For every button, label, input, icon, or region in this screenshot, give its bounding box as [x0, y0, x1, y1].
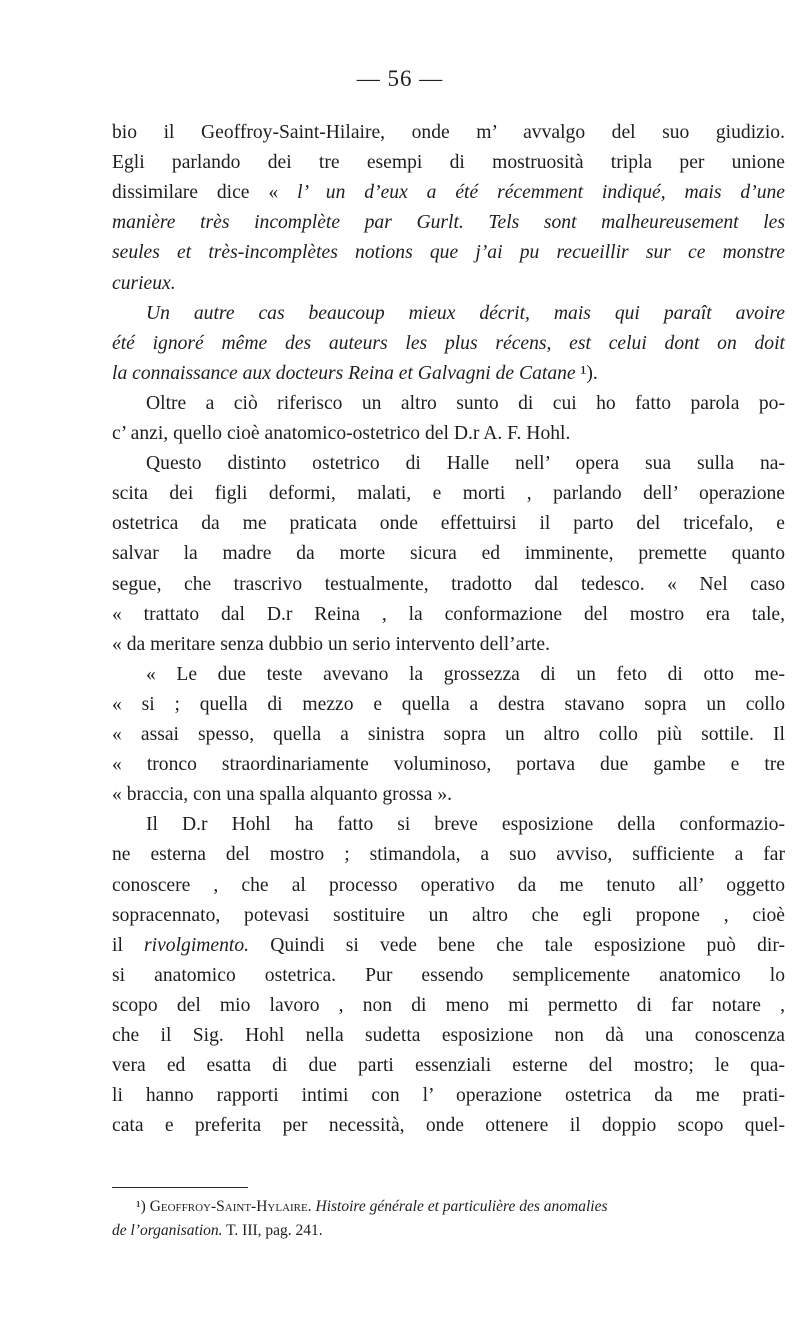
text-line — [146, 389, 785, 419]
line-prefix: il — [112, 935, 145, 956]
text-line — [112, 208, 785, 238]
text-line — [112, 419, 785, 449]
line-suffix: ¹). — [575, 363, 598, 384]
italic-text: Un autre cas beaucoup mieux décrit, mais qui paraît avoire — [146, 303, 785, 324]
line-text: « si ; quella di mezzo e quella a destra stavano sopra un collo — [112, 694, 785, 715]
text-line — [146, 660, 785, 690]
text-line — [112, 1111, 785, 1141]
footnote-title-cont: de l’organisation. — [112, 1222, 223, 1239]
line-text: scita dei figli deformi, malati, e morti , parlando dell’ operazione — [112, 483, 785, 504]
line-text: ne esterna del mostro ; stimandola, a suo avviso, sufficiente a far — [112, 844, 785, 865]
line-text: vera ed esatta di due parti essenziali esterne del mostro; le qua- — [112, 1055, 785, 1076]
text-line — [112, 178, 785, 208]
text-line — [146, 299, 785, 329]
text-line — [112, 359, 785, 389]
italic-text: été ignoré même des auteurs les plus récens, est celui dont on doit — [112, 333, 785, 354]
text-line — [112, 509, 785, 539]
footnote-line-2 — [112, 1220, 323, 1242]
line-text: « trattato dal D.r Reina , la conformazione del mostro era tale, — [112, 604, 785, 625]
line-text: conoscere , che al processo operativo da me tenuto all’ oggetto — [112, 875, 785, 896]
footnote-title: Histoire générale et particulière des anomalies — [315, 1198, 608, 1215]
italic-text: rivolgimento. — [144, 935, 250, 956]
line-suffix: Quindi si vede bene che tale esposizione può dir- — [249, 935, 785, 956]
text-line — [112, 901, 785, 931]
text-line — [112, 269, 785, 299]
line-text: c’ anzi, quello cioè anatomico-ostetrico del D.r A. F. Hohl. — [112, 423, 571, 444]
text-line — [112, 630, 785, 660]
text-line — [112, 118, 785, 148]
line-text: « da meritare senza dubbio un serio intervento dell’arte. — [112, 634, 550, 655]
footnote-marker: ¹) — [136, 1198, 146, 1215]
text-line — [112, 1021, 785, 1051]
line-text: sopracennato, potevasi sostituire un altro che egli propone , cioè — [112, 905, 785, 926]
line-text: Questo distinto ostetrico di Halle nell’ opera sua sulla na- — [146, 453, 785, 474]
line-text: Oltre a ciò riferisco un altro sunto di cui ho fatto parola po- — [146, 393, 785, 414]
line-text: che il Sig. Hohl nella sudetta esposizione non dà una conoscenza — [112, 1025, 785, 1046]
text-line — [112, 148, 785, 178]
text-line — [112, 720, 785, 750]
footnote-line-1 — [136, 1196, 688, 1218]
italic-text: curieux. — [112, 273, 176, 294]
text-line — [112, 329, 785, 359]
text-line — [112, 570, 785, 600]
line-text: Egli parlando dei tre esempi di mostruosità tripla per unione — [112, 152, 785, 173]
line-text: scopo del mio lavoro , non di meno mi permetto di far notare , — [112, 995, 785, 1016]
text-line — [112, 690, 785, 720]
line-text: « assai spesso, quella a sinistra sopra un altro collo più sottile. Il — [112, 724, 785, 745]
page-number: — 56 — — [356, 66, 444, 91]
text-line — [112, 600, 785, 630]
line-text: Il D.r Hohl ha fatto si breve esposizione della conformazio- — [146, 814, 785, 835]
text-line — [112, 780, 785, 810]
line-text: li hanno rapporti intimi con l’ operazione ostetrica da me prati- — [112, 1085, 785, 1106]
line-text: bio il Geoffroy-Saint-Hilaire, onde m’ avvalgo del suo giudizio. — [112, 122, 785, 143]
text-line — [112, 961, 785, 991]
line-text: salvar la madre da morte sicura ed imminente, premette quanto — [112, 543, 785, 564]
line-text: « braccia, con una spalla alquanto grossa ». — [112, 784, 453, 805]
text-line — [112, 991, 785, 1021]
text-line — [112, 238, 785, 268]
line-text: segue, che trascrivo testualmente, tradotto dal tedesco. « Nel caso — [112, 574, 785, 595]
line-text: « Le due teste avevano la grossezza di un feto di otto me- — [146, 664, 785, 685]
footnote-ref: T. III, pag. 241. — [222, 1222, 323, 1239]
text-line — [112, 479, 785, 509]
text-line — [112, 1051, 785, 1081]
line-prefix: dissimilare dice « — [112, 182, 298, 203]
footnote-author: Geoffroy-Saint-Hylaire. — [149, 1198, 312, 1215]
text-line — [112, 1081, 785, 1111]
text-line — [146, 810, 785, 840]
line-text: « tronco straordinariamente voluminoso, portava due gambe e tre — [112, 754, 785, 775]
footnote-rule — [112, 1187, 248, 1188]
italic-text: manière très incomplète par Gurlt. Tels sont malheureusement les — [112, 212, 785, 233]
text-line — [112, 539, 785, 569]
text-line — [146, 449, 785, 479]
italic-text: seules et très-incomplètes notions que j’ai pu recueillir sur ce monstre — [112, 242, 785, 263]
text-line — [112, 931, 785, 961]
line-text: si anatomico ostetrica. Pur essendo semplicemente anatomico lo — [112, 965, 785, 986]
text-line — [112, 750, 785, 780]
italic-text: la connaissance aux docteurs Reina et Galvagni de Catane — [112, 363, 576, 384]
line-text: ostetrica da me praticata onde effettuirsi il parto del tricefalo, e — [112, 513, 785, 534]
text-line — [112, 840, 785, 870]
text-line — [112, 871, 785, 901]
line-text: cata e preferita per necessità, onde ottenere il doppio scopo quel- — [112, 1115, 785, 1136]
italic-text: l’ un d’eux a été récemment indiqué, mais d’une — [297, 182, 785, 203]
